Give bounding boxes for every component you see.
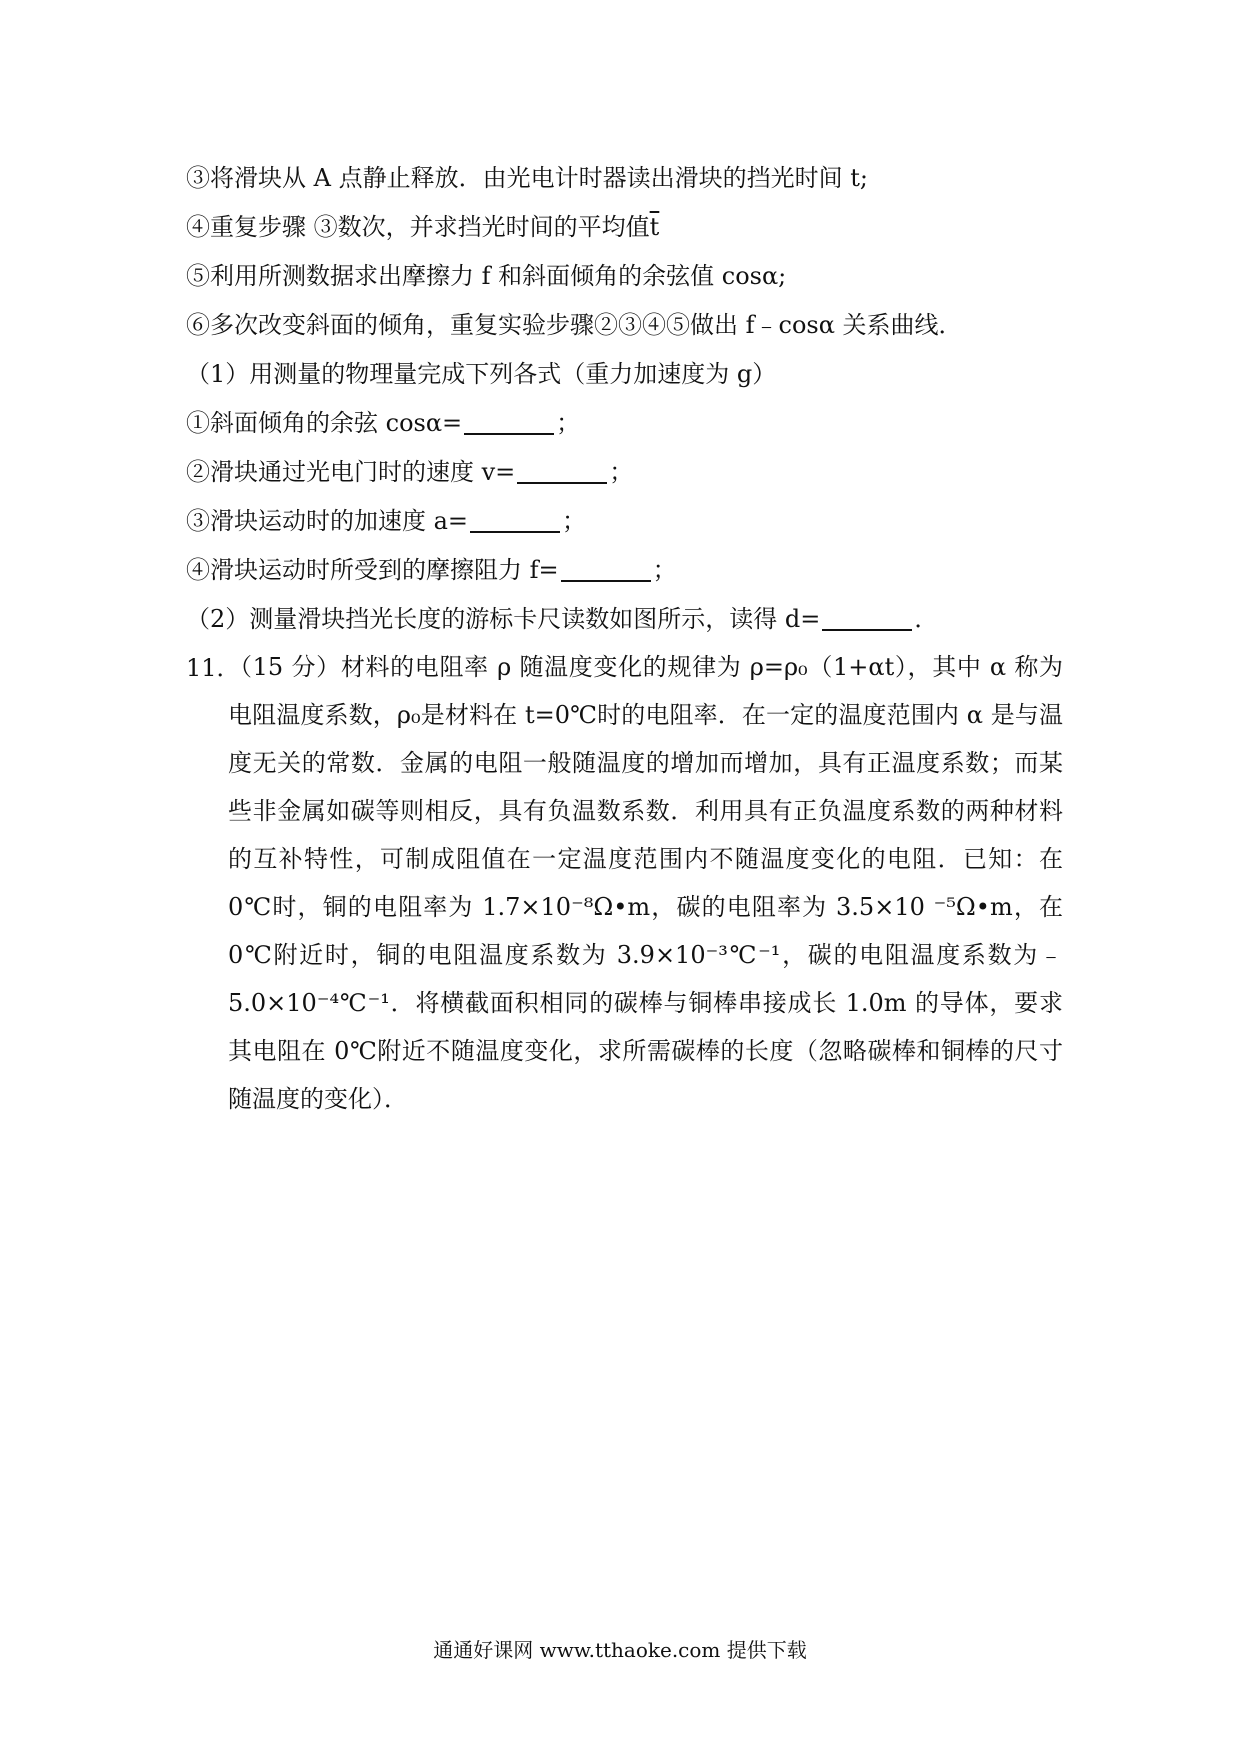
semicolon: ； (609, 458, 634, 486)
step-6: ⑥多次改变斜面的倾角，重复实验步骤②③④⑤做出 f﹣cosα 关系曲线． (186, 311, 963, 339)
question-velocity (186, 457, 633, 487)
part-2 (186, 604, 938, 634)
question-friction (186, 555, 677, 585)
part-1-intro: （1）用测量的物理量完成下列各式（重力加速度为 g） (186, 360, 777, 388)
question-velocity-text: ②滑块通过光电门时的速度 v= (186, 458, 516, 486)
question-cos-alpha (186, 408, 580, 438)
answer-blank-friction (561, 558, 651, 582)
question-acceleration (186, 506, 586, 536)
answer-blank-cos-alpha (464, 411, 554, 435)
question-11-number: 11． (186, 654, 241, 682)
answer-blank-velocity (517, 460, 607, 484)
footer-credit: 通通好课网 www.tthaoke.com 提供下载 (433, 1638, 807, 1662)
period: ． (914, 605, 939, 633)
step-4 (186, 212, 659, 242)
question-friction-text: ④滑块运动时所受到的摩擦阻力 f= (186, 556, 559, 584)
answer-blank-acceleration (470, 509, 560, 533)
semicolon: ； (556, 409, 581, 437)
part-2-text: （2）测量滑块挡光长度的游标卡尺读数如图所示，读得 d= (186, 605, 821, 633)
question-cos-alpha-text: ①斜面倾角的余弦 cosα= (186, 409, 463, 437)
step-5: ⑤利用所测数据求出摩擦力 f 和斜面倾角的余弦值 cosα; (186, 262, 787, 290)
question-11-text: （15 分）材料的电阻率 ρ 随温度变化的规律为 ρ=ρ₀（1+αt），其中 α 称为电阻温度系数，ρ₀是材料在 t=0℃时的电阻率．在一定的温度范围内 α 是与温度无关的常数．金属的电阻一般随温度的增加而增加，具有正温度系数；而某些非金属如碳等则相反，具有负温数系数．利用具有正负温度系数的两种材料的互补特性，可制成阻值在一定温度范围内不随温度变化的电阻．已知：在 0℃时，铜的电阻率为 1.7×10⁻⁸Ω•m，碳的电阻率为 3.5×10 ⁻⁵Ω•m，在 0℃附近时，铜的电阻温度系数为 3.9×10⁻³℃⁻¹，碳的电阻温度系数为﹣5.0×10⁻⁴℃⁻¹．将横截面积相同的碳棒与铜棒串接成长 1.0m 的导体，要求其电阻在 0℃附近不随温度变化，求所需碳棒的长度（忽略碳棒和铜棒的尺寸随温度的变化）． (228, 653, 1063, 1113)
answer-blank-d (822, 607, 912, 631)
semicolon: ； (652, 556, 677, 584)
semicolon: ； (562, 507, 587, 535)
mean-time-symbol: $\overline{t}$ (649, 213, 660, 241)
step-4-text: ④重复步骤 ③数次，并求挡光时间的平均值 (186, 213, 650, 241)
question-acceleration-text: ③滑块运动时的加速度 a= (186, 507, 469, 535)
step-3: ③将滑块从 A 点静止释放．由光电计时器读出滑块的挡光时间 t; (186, 164, 868, 192)
